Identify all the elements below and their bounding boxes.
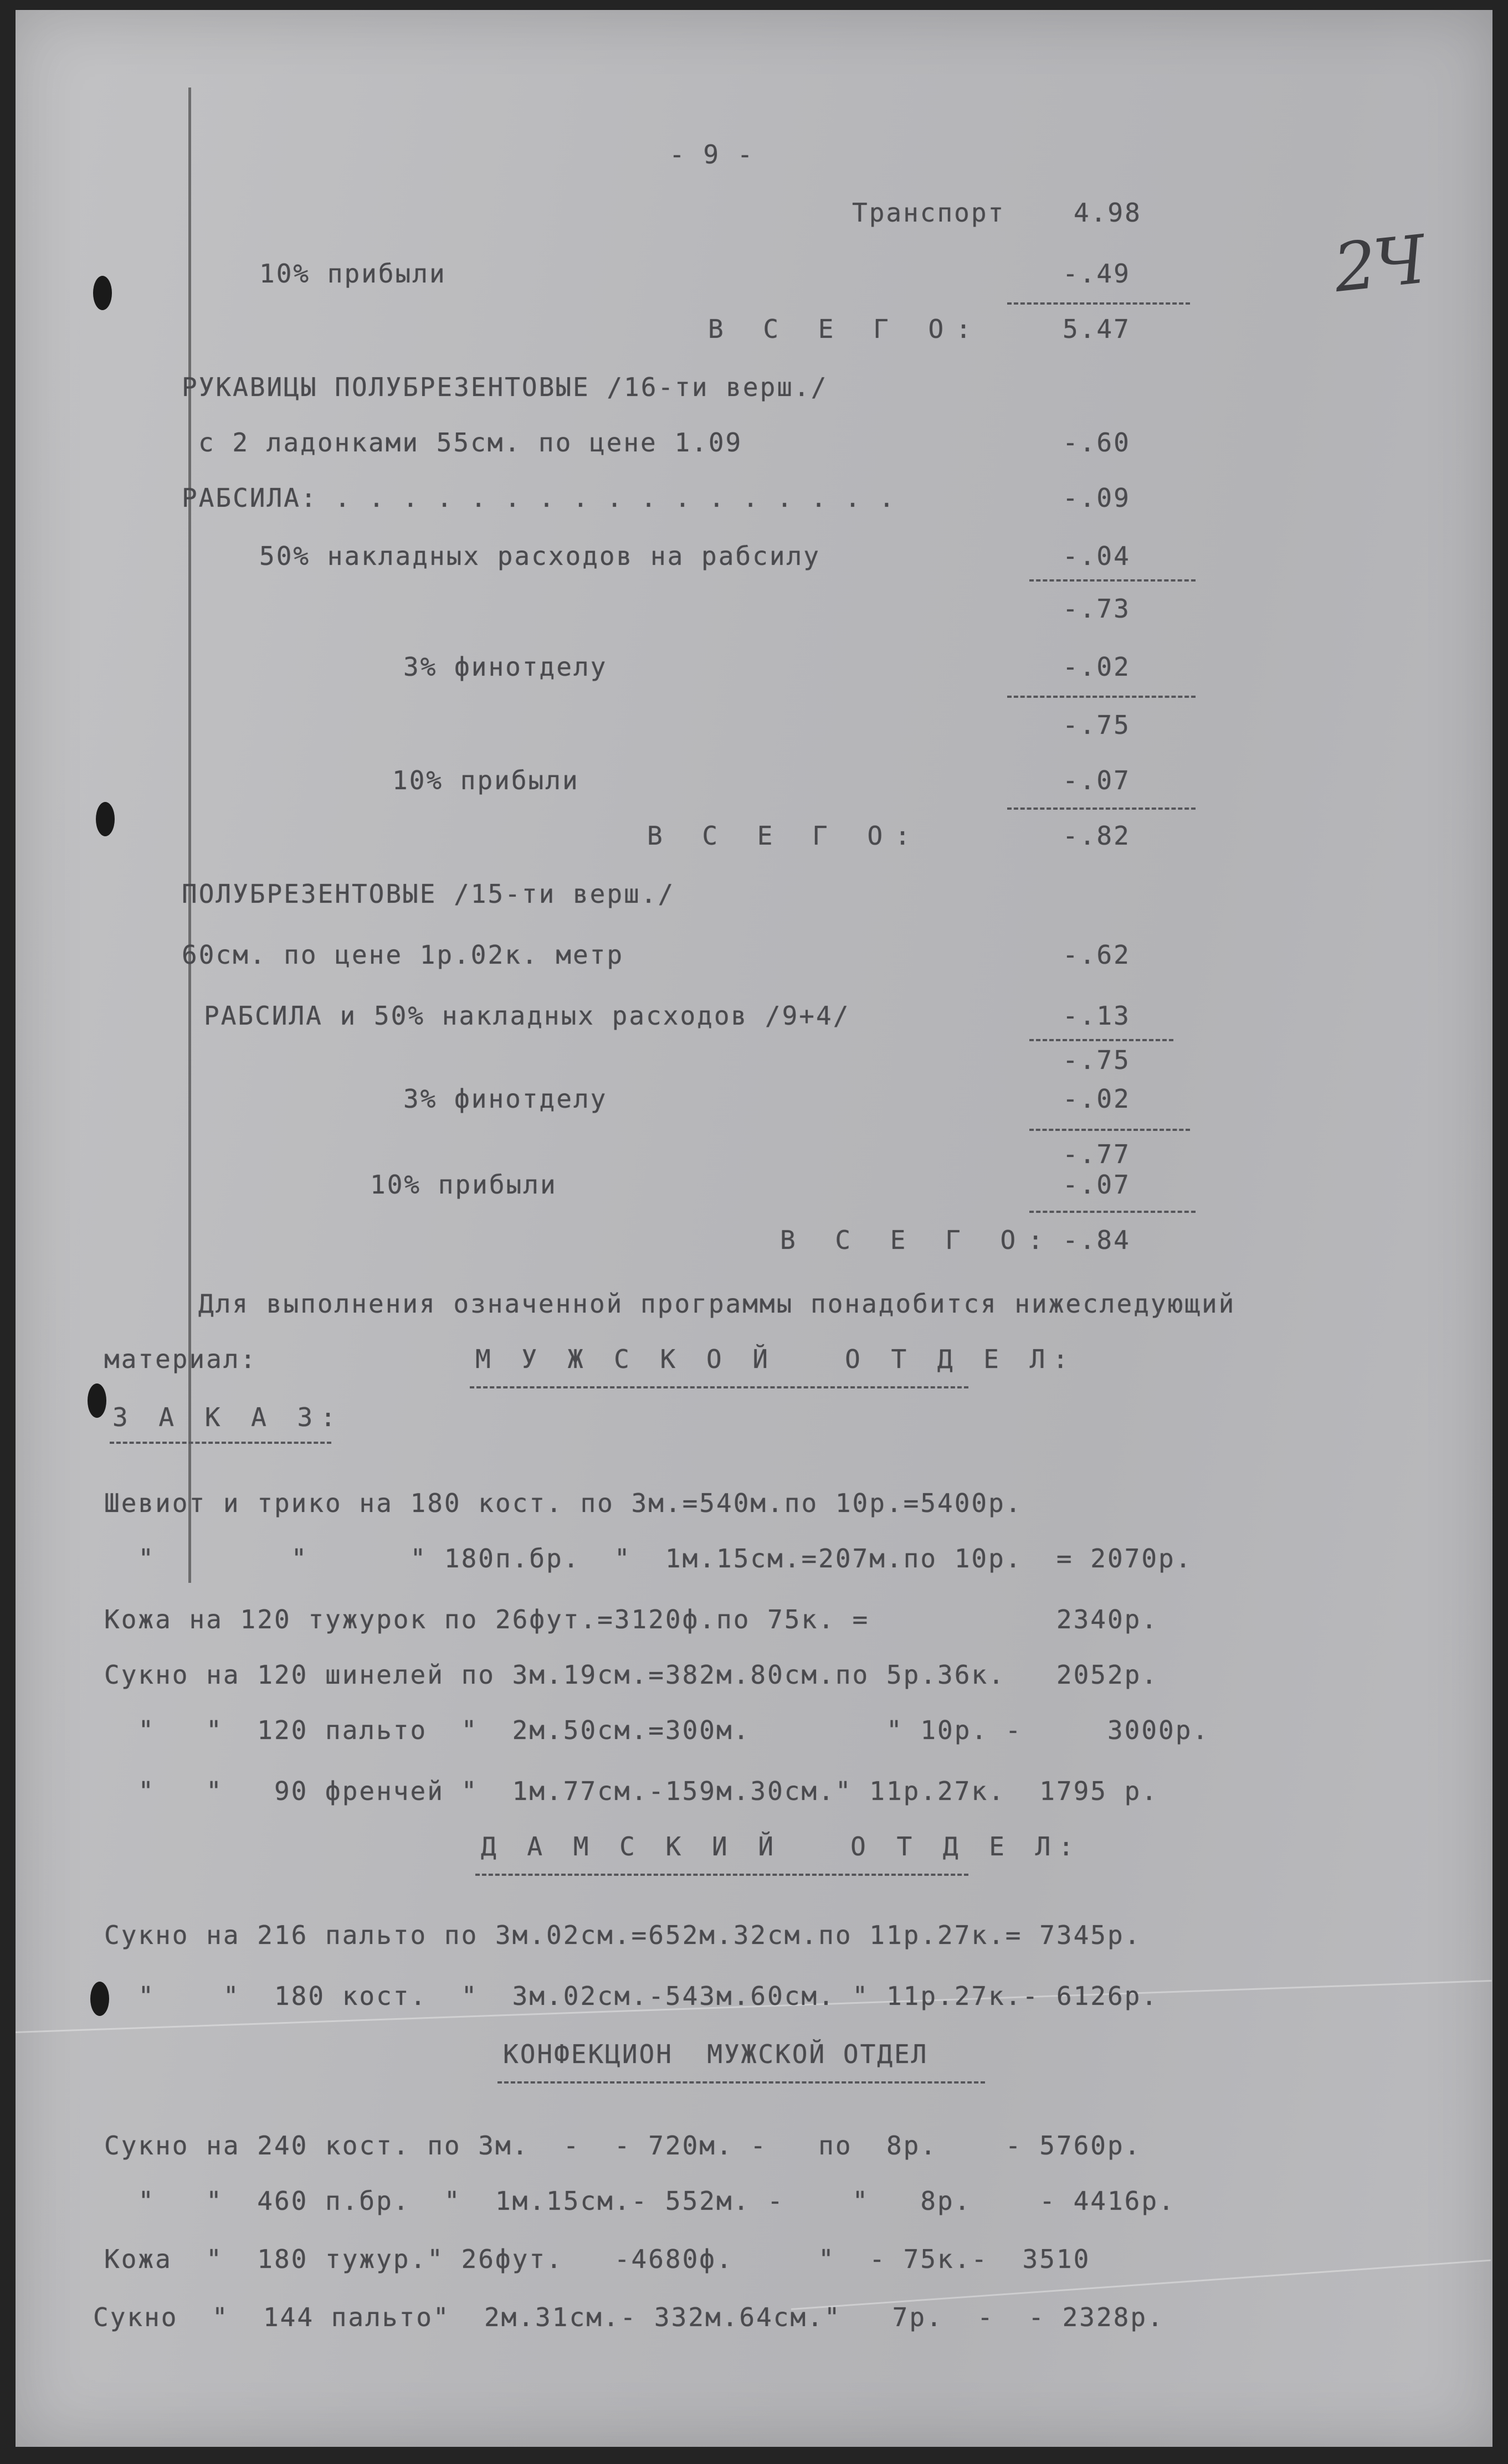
sum-rule [1029,579,1196,582]
material-row: " " 90 френчей " 1м.77см.-159м.30см." 11р.27к. 1795 р. [104,1776,1159,1806]
page-number: - 9 - [669,140,755,169]
fin-label: 3% финотделу [403,1084,608,1114]
fin-value: -.02 [1063,652,1131,682]
line-label: РАБСИЛА и 50% накладных расходов /9+4/ [204,1001,850,1031]
sum-rule [1007,696,1196,698]
total-label: В С Е Г О: [647,821,922,851]
section-heading: М У Ж С К О Й О Т Д Е Л: [475,1344,1076,1374]
profit-value: -.07 [1063,1170,1131,1200]
subtotal-value: -.73 [1063,594,1131,624]
material-row: Сукно на 240 кост. по 3м. - - 720м. - по 8р. - 5760р. [104,2131,1142,2160]
transport-value: 4.98 [1074,198,1142,228]
sum-rule [1007,807,1196,810]
subtotal-value: -.77 [1063,1139,1131,1169]
profit-label: 10% прибыли [259,259,447,289]
archive-mark: 2Ч [1330,221,1427,308]
punch-hole [96,802,115,836]
sum-rule [1007,302,1190,305]
total-value: -.82 [1063,821,1131,851]
fin-label: 3% финотделу [403,652,608,682]
material-row: " " " 180п.бр. " 1м.15см.=207м.по 10р. = 2070р. [104,1544,1193,1573]
section-heading: КОНФЕКЦИОН МУЖСКОЙ ОТДЕЛ [503,2039,929,2069]
line-label: РАБСИЛА: . . . . . . . . . . . . . . . . . [182,483,896,513]
total-label: В С Е Г О: [708,314,983,344]
material-row: " " 180 кост. " 3м.02см.-543м.60см. " 11р.27к.- 6126р. [104,1981,1159,2011]
material-row: " " 120 пальто " 2м.50см.=300м. " 10р. - 3000р. [104,1715,1210,1745]
line-value: -.04 [1063,541,1131,571]
subtotal-value: -.75 [1063,710,1131,740]
line-label: 60см. по цене 1р.02к. метр [182,940,624,970]
document-page [16,10,1492,2447]
fin-value: -.02 [1063,1084,1131,1114]
sum-rule [1029,1211,1196,1213]
transport-label: Транспорт [852,198,1006,228]
material-row: Сукно " 144 пальто" 2м.31см.- 332м.64см." 7р. - - 2328р. [93,2302,1165,2332]
intro-text: материал: [104,1344,258,1374]
total-label: В С Е Г О: [780,1225,1055,1255]
material-row: Шевиот и трико на 180 кост. по 3м.=540м.по 10р.=5400р. [104,1488,1023,1518]
line-value: -.62 [1063,940,1131,970]
profit-value: -.07 [1063,765,1131,795]
material-row: " " 460 п.бр. " 1м.15см.- 552м. - " 8р. - 4416р. [104,2186,1176,2216]
heading-underline [497,2081,985,2084]
order-label: З А К А З: [112,1402,343,1432]
line-value: -.60 [1063,428,1131,457]
section-heading: Д А М С К И Й О Т Д Е Л: [481,1832,1082,1861]
line-label: с 2 ладонками 55см. по цене 1.09 [198,428,743,457]
profit-value: -.49 [1063,259,1131,289]
line-value: -.13 [1063,1001,1131,1031]
line-value: -.09 [1063,483,1131,513]
total-value: 5.47 [1063,314,1131,344]
sum-rule [1029,1129,1190,1131]
heading-underline [110,1442,331,1444]
intro-text: Для выполнения означенной программы понадобится нижеследующий [198,1289,1236,1319]
total-value: -.84 [1063,1225,1131,1255]
profit-label: 10% прибыли [370,1170,557,1200]
profit-label: 10% прибыли [392,765,579,795]
subtotal-value: -.75 [1063,1045,1131,1075]
material-row: Сукно на 120 шинелей по 3м.19см.=382м.80см.по 5р.36к. 2052р. [104,1660,1159,1690]
sum-rule [1029,1039,1173,1041]
item-heading: РУКАВИЦЫ ПОЛУБРЕЗЕНТОВЫЕ /16-ти верш./ [182,372,828,402]
item-heading: ПОЛУБРЕЗЕНТОВЫЕ /15-ти верш./ [182,879,675,909]
heading-underline [475,1874,968,1876]
material-row: Сукно на 216 пальто по 3м.02см.=652м.32см.по 11р.27к.= 7345р. [104,1920,1142,1950]
material-row: Кожа " 180 тужур." 26фут. -4680ф. " - 75к.- 3510 [104,2244,1091,2274]
heading-underline [470,1386,968,1388]
punch-hole [93,276,112,310]
line-label: 50% накладных расходов на рабсилу [259,541,820,571]
material-row: Кожа на 120 тужурок по 26фут.=3120ф.по 75к. = 2340р. [104,1604,1159,1634]
punch-hole [88,1383,106,1418]
